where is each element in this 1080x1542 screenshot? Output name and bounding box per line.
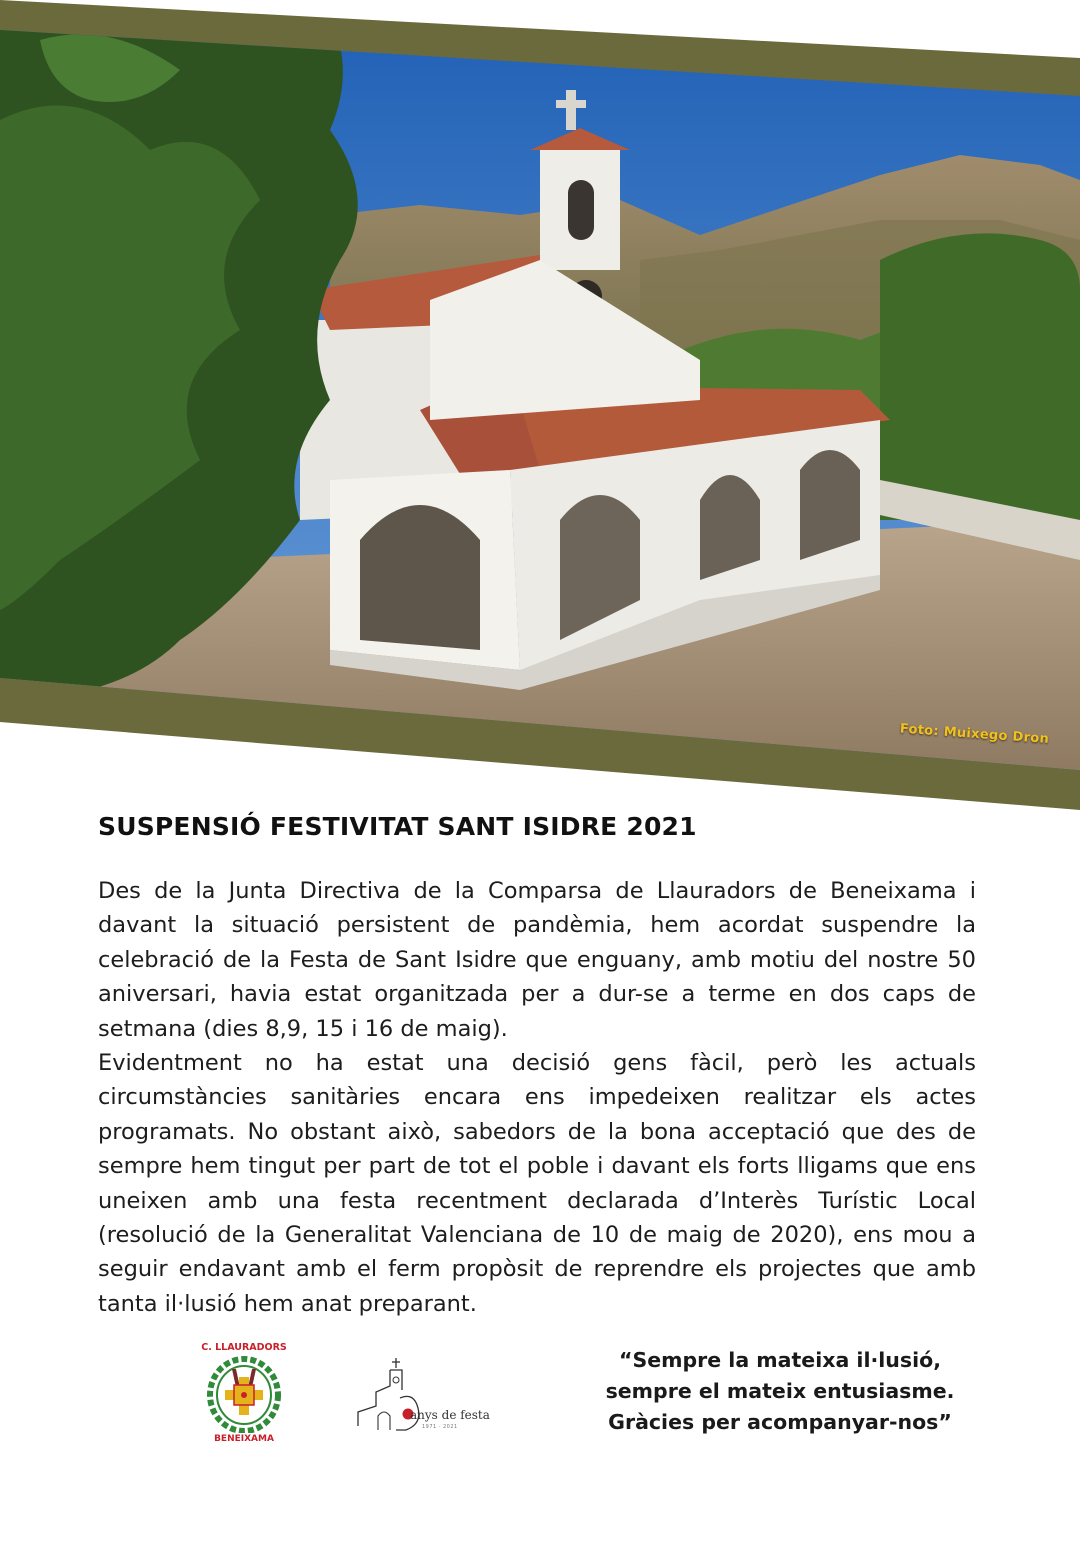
logo-llauradors-top-text: C. LLAURADORS — [201, 1342, 287, 1353]
article-body — [98, 874, 976, 1321]
anys-de-festa-label: anys de festa — [410, 1408, 490, 1422]
quote-line-1: “Sempre la mateixa il·lusió, — [618, 1348, 941, 1372]
logo-llauradors-bottom-text: BENEIXAMA — [214, 1434, 274, 1444]
photo-credit: Foto: Muixego Dron — [899, 721, 1050, 747]
paragraph-2: Evidentment no ha estat una decisió gens fàcil, però les actuals circumstàncies sanitàries encara ens impedeixen realitzar els actes programats. No obstant això, sabedors de la bona acceptació que des de sempre hem tingut per part de tot el poble i davant els forts lligams que ens uneixen amb una festa recentment declarada d’Interès Turístic Local (resolució de la Generalitat Valenciana de 10 de maig de 2020), ens mou a seguir endavant amb el ferm propòsit de reprendre els projectes que amb tanta il·lusió hem anat preparant. — [98, 1050, 976, 1317]
anys-de-festa-years: 1971 · 2021 — [422, 1424, 458, 1430]
chapel-outline-icon — [356, 1356, 480, 1436]
closing-quote — [560, 1345, 1000, 1438]
llauradors-emblem-icon — [206, 1355, 282, 1433]
quote-line-2: sempre el mateix entusiasme. — [605, 1379, 955, 1403]
paragraph-1: Des de la Junta Directiva de la Comparsa de Llauradors de Beneixama i davant la situació persistent de pandèmia, hem acordat suspendre la celebració de la Festa de Sant Isidre que enguany, amb motiu del nostre 50 aniversari, havia estat organitzada per a dur-se a terme en dos caps de setmana (dies 8,9, 15 i 16 de maig). — [98, 878, 976, 1042]
anys-de-festa-logo — [356, 1356, 490, 1436]
comparsa-llauradors-logo — [196, 1342, 292, 1446]
quote-line-3: Gràcies per acompanyar-nos” — [608, 1410, 952, 1434]
article-title: SUSPENSIÓ FESTIVITAT SANT ISIDRE 2021 — [98, 812, 697, 841]
